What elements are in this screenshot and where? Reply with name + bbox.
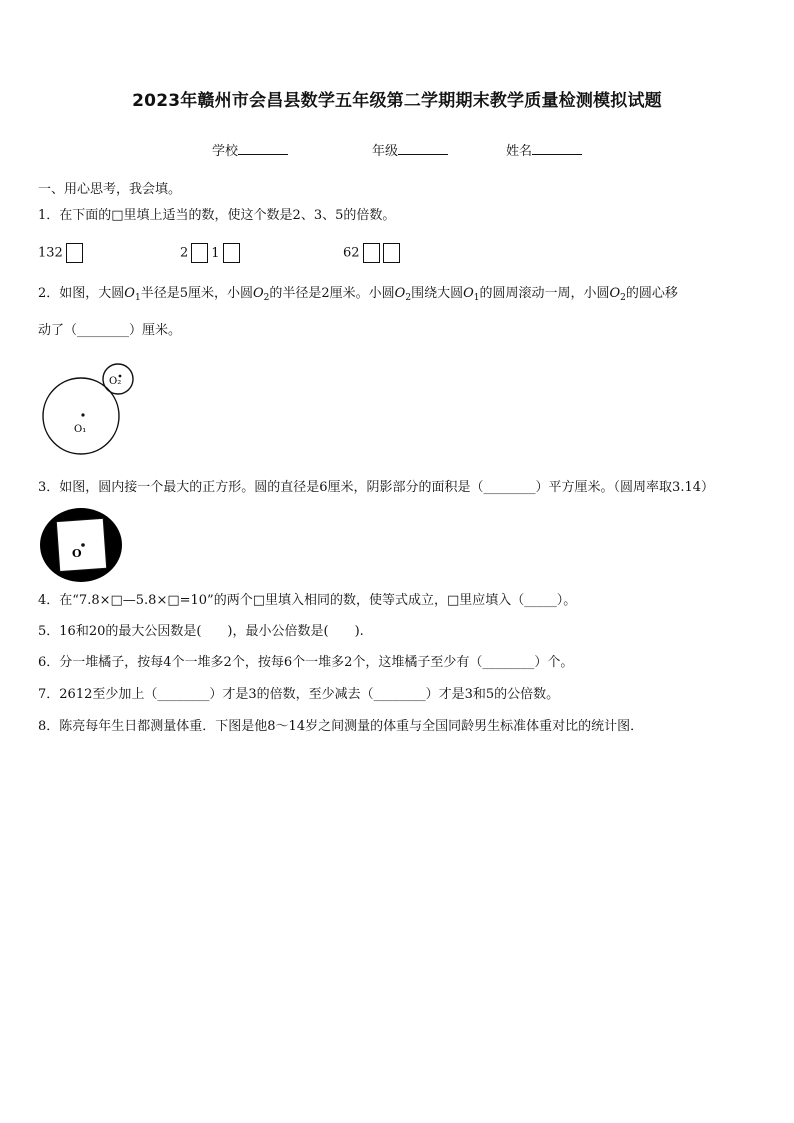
q3-inscribed-square-figure xyxy=(38,507,124,583)
subscript: 1 xyxy=(134,293,141,303)
question-6: 6．分一堆橘子，按每4个一堆多2个，按每6个一堆多2个，这堆橘子至少有（________）个。 xyxy=(38,655,574,670)
question-1: 1．在下面的□里填上适当的数，使这个数是2、3、5的倍数。 xyxy=(38,208,396,223)
name-label: 姓名 xyxy=(506,144,533,159)
q1-item-b-digit1: 2 xyxy=(180,245,189,261)
q2-part: 半径是5厘米，小圆 xyxy=(140,286,253,301)
subscript: 1 xyxy=(473,293,480,303)
school-blank xyxy=(238,140,288,155)
question-7: 7．2612至少加上（________）才是3的倍数，至少减去（________）才是3和5的公倍数。 xyxy=(38,687,560,702)
answer-box[interactable] xyxy=(66,243,83,263)
o-letter: O xyxy=(124,286,135,301)
answer-box[interactable] xyxy=(363,243,380,263)
question-3: 3．如图，圆内接一个最大的正方形。圆的直径是6厘米，阴影部分的面积是（________）平方厘米。（圆周率取3.14） xyxy=(38,480,714,495)
o-letter: O xyxy=(252,286,264,301)
small-circle-label: O₂ xyxy=(109,376,122,387)
question-8: 8．陈亮每年生日都测量体重．下图是他8～14岁之间测量的体重与全国同龄男生标准体重对比的统计图． xyxy=(38,719,644,734)
school-label: 学校 xyxy=(212,144,239,159)
school-field xyxy=(212,140,288,159)
answer-box[interactable] xyxy=(191,243,208,263)
answer-box[interactable] xyxy=(223,243,240,263)
big-circle-center xyxy=(81,413,84,416)
q1-item-a-number: 132 xyxy=(38,245,63,261)
o-letter: O xyxy=(463,286,474,301)
question-5: 5．16和20的最大公因数是( )，最小公倍数是( ). xyxy=(38,624,364,639)
answer-box[interactable] xyxy=(383,243,400,263)
q1-item-b-digit2: 1 xyxy=(211,245,220,261)
q2-circles-figure xyxy=(36,362,136,462)
circle-center xyxy=(81,543,85,547)
section-heading: 一、用心思考，我会填。 xyxy=(38,182,182,197)
question-4: 4．在“7.8×□—5.8×□=10”的两个□里填入相同的数，使等式成立，□里应填入（_____）。 xyxy=(38,593,577,608)
grade-field xyxy=(372,140,448,159)
q2-part: 的圆心移 xyxy=(625,286,678,301)
big-circle-label: O₁ xyxy=(74,424,87,435)
subscript: 2 xyxy=(405,293,412,303)
grade-label: 年级 xyxy=(372,144,399,159)
o-letter: O xyxy=(394,286,406,301)
subscript: 2 xyxy=(263,293,270,303)
q2-part: 围绕大圆 xyxy=(411,286,464,301)
q1-item-b xyxy=(180,243,240,263)
name-field xyxy=(506,140,582,159)
q1-item-a xyxy=(38,243,83,263)
center-label: O xyxy=(72,547,82,560)
grade-blank xyxy=(398,140,448,155)
page-title: 2023年赣州市会昌县数学五年级第二学期期末教学质量检测模拟试题 xyxy=(132,91,662,111)
q1-item-c-number: 62 xyxy=(343,245,360,261)
q2-part: 的半径是2厘米。小圆 xyxy=(269,286,395,301)
q1-item-c xyxy=(343,243,400,263)
q2-part: 的圆周滚动一周，小圆 xyxy=(479,286,610,301)
question-2-line2: 动了（________）厘米。 xyxy=(38,323,182,338)
subscript: 2 xyxy=(620,293,626,303)
name-blank xyxy=(532,140,582,155)
question-2 xyxy=(38,285,678,304)
o-letter: O xyxy=(609,286,621,301)
q2-part: 2．如图，大圆 xyxy=(38,286,125,301)
